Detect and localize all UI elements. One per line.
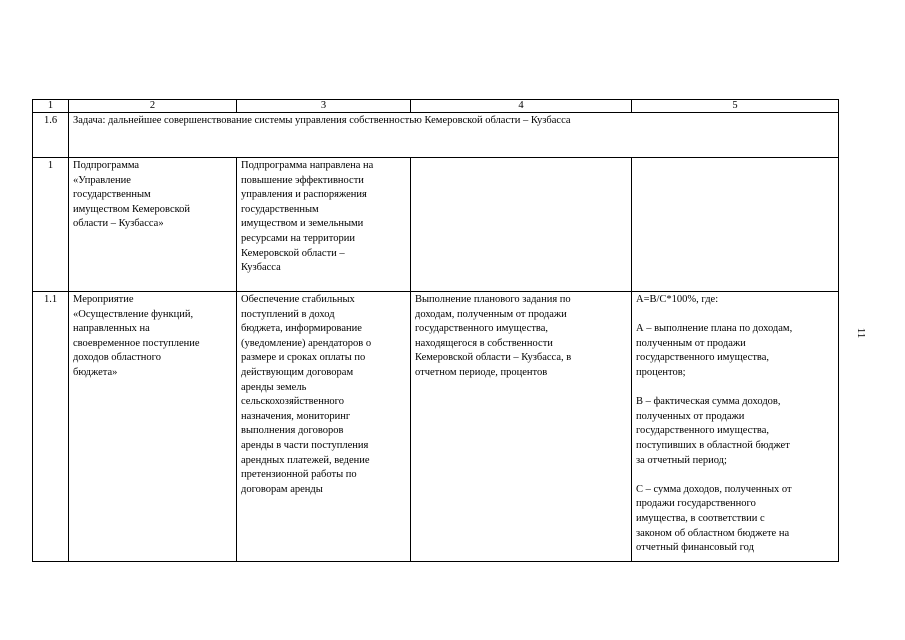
task-row xyxy=(33,113,839,158)
measure-description: Обеспечение стабильных поступлений в доход бюджета, информирование (уведомление) арендаторов о размере и сроках оплаты по действующим договорам аренды земель сельскохозяйственного назначения, мониторинг выполнения договоров аренды в части поступления арендных платежей, ведение претензионной работы по договорам аренды xyxy=(237,292,411,562)
column-number-2: 2 xyxy=(69,100,237,113)
formula-definition-a: А – выполнение плана по доходам, полученным от продажи государственного имущества, процентов; xyxy=(636,323,793,378)
column-number-row xyxy=(33,100,839,113)
column-number-3: 3 xyxy=(237,100,411,113)
formula-definition-c: С – сумма доходов, полученных от продажи государственного имущества, в соответствии с законом об областном бюджете на отчетный финансовый год xyxy=(636,483,792,554)
page-number: 11 xyxy=(855,327,867,339)
subprogram-row xyxy=(33,158,839,292)
column-number-5: 5 xyxy=(632,100,839,113)
formula-expression: А=В/С*100%, где: xyxy=(636,294,719,305)
subprogram-indicator xyxy=(411,158,632,292)
subprogram-formula xyxy=(632,158,839,292)
formula-definition-b: В – фактическая сумма доходов, полученных от продажи государственного имущества, поступивших в областной бюджет за отчетный период; xyxy=(636,396,790,466)
column-number-4: 4 xyxy=(411,100,632,113)
task-text: Задача: дальнейшее совершенствование системы управления собственностью Кемеровской области – Кузбасса xyxy=(69,113,839,158)
task-number: 1.6 xyxy=(33,113,69,158)
measure-indicator: Выполнение планового задания по доходам, полученным от продажи государственного имущества, находящегося в собственности Кемеровской области – Кузбасса, в отчетном периоде, процентов xyxy=(411,292,632,562)
measure-number: 1.1 xyxy=(33,292,69,562)
subprogram-goal: Подпрограмма направлена на повышение эффективности управления и распоряжения государственным имуществом и земельными ресурсами на территории Кемеровской области – Кузбасса xyxy=(237,158,411,292)
subprogram-number: 1 xyxy=(33,158,69,292)
measure-name: Мероприятие «Осуществление функций, направленных на своевременное поступление доходов областного бюджета» xyxy=(69,292,237,562)
measure-formula xyxy=(632,292,839,562)
measure-row xyxy=(33,292,839,562)
program-table xyxy=(32,99,839,562)
column-number-1: 1 xyxy=(33,100,69,113)
subprogram-name: Подпрограмма «Управление государственным имуществом Кемеровской области – Кузбасса» xyxy=(69,158,237,292)
